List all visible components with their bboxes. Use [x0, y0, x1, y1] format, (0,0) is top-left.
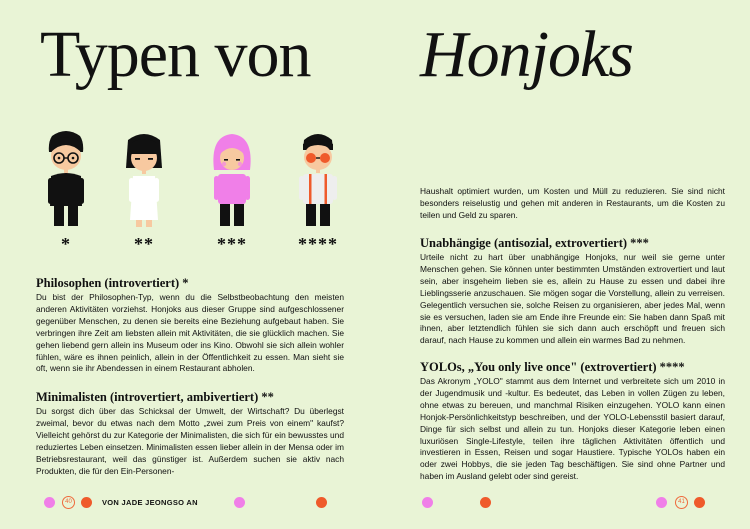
footer-left: [44, 497, 344, 509]
section-unabhaengige: [420, 236, 725, 347]
page-number-left: 40: [62, 496, 75, 509]
orange-dot: [694, 497, 705, 508]
orange-dot: [81, 497, 92, 508]
pink-dot: [656, 497, 667, 508]
orange-dot: [480, 497, 491, 508]
pink-dot: [234, 497, 245, 508]
stars-label: ***: [217, 234, 247, 254]
stars-label: ****: [298, 234, 338, 254]
philosopher-illustration: [38, 130, 94, 230]
section-heading: Unabhängige (antisozial, extrovertiert) ***: [420, 236, 649, 250]
right-page: [375, 0, 750, 529]
figure-row: [38, 130, 338, 255]
pink-dot: [422, 497, 433, 508]
author-credit: VON JADE JEONGSO AN: [102, 498, 198, 507]
section-body: Du bist der Philosophen-Typ, wenn du die Selbstbeobachtung den meisten anderen Aktivitäten vorziehst. Honjoks aus dieser Gruppe sind aufgeschlossener gegenüber Menschen, zu denen sie bereits eine Beziehung aufgebaut haben. Sie verbringen ihre Zeit am liebsten allein mit Aktivitäten, die sie glücklich machen. Sie gehen liebend gern allein ins Museum oder ins Kino. Obwohl sie sich allein wohler fühlen, wäre es ihnen peinlich, allein in der Öffentlichkeit zu essen. Man sieht sie oft, wenn sie ihr Abendessen in einem Restaurant abholen.: [36, 292, 344, 374]
section-continuation: [420, 186, 725, 222]
section-body: Haushalt optimiert wurden, um Kosten und Müll zu reduzieren. Sie sind nicht besonders reiselustig und gehen mit anderen in Restaurants, um die Kosten zu teilen und Geld zu sparen.: [420, 186, 725, 220]
figure-yolo: [290, 130, 346, 255]
minimalist-illustration: [116, 130, 172, 230]
section-yolos: [420, 360, 725, 483]
page-number-right: 41: [675, 496, 688, 509]
section-heading: YOLOs, „You only live once" (extrovertiert) ****: [420, 360, 685, 374]
page-title-left: Typen von: [40, 18, 311, 91]
section-minimalisten: [36, 390, 344, 477]
page-title-right: Honjoks: [420, 18, 633, 91]
stars-label: *: [61, 234, 71, 254]
section-body: Du sorgst dich über das Schicksal der Umwelt, der Wirtschaft? Du überlegst zweimal, bevor du etwas nach dem Motto „zwei zum Preis von einem" kaufst? Vielleicht gehörst du zur Kategorie der Minimalisten, die sich für ein bewusstes und reduziertes Leben einsetzen. Minimalisten essen lieber allein in der Mensa oder im Betriebsrestaurant, weil das günstiger ist. Außerdem suchen sie aktiv nach Produkten, die für den Ein-Personen-: [36, 406, 344, 476]
section-heading: Minimalisten (introvertiert, ambivertiert) **: [36, 390, 274, 404]
independent-illustration: [204, 130, 260, 230]
orange-dot: [316, 497, 327, 508]
footer-right: [420, 497, 710, 509]
section-heading: Philosophen (introvertiert) *: [36, 276, 189, 290]
section-body: Das Akronym „YOLO" stammt aus dem Internet und verbreitete sich um 2010 in der Jugendmusik und -kultur. Es bedeutet, das Leben in vollen Zügen zu leben, ohne etwas zu bereuen, und manchmal Risiken einzugehen. YOLO kann einen Honjok-Persönlichkeitstyp beschreiben, und der YOLO-Lebensstil basiert darauf, Dinge für sich selbst und allein zu tun. Honjoks dieser Kategorie leben einen luxuriösen Single-Lifestyle, teilen ihre täglichen Aktivitäten öffentlich und investieren in Essen, Reisen und sogar Haustiere. Typische YOLOs haben ein oder zwei Hobbys, die sie jeden Tag beschäftigen. Sie sind ohne Partner und haben im Ausland gelebt oder sind gereist.: [420, 376, 725, 482]
figure-philosopher: [38, 130, 94, 255]
pink-dot: [44, 497, 55, 508]
figure-independent: [204, 130, 260, 255]
figure-minimalist: [116, 130, 172, 255]
section-philosophen: [36, 276, 344, 375]
yolo-illustration: [290, 130, 346, 230]
section-body: Urteile nicht zu hart über unabhängige Honjoks, nur weil sie gerne unter Menschen gehen. Sie können unter bestimmten Umständen extrovertiert und laut sein, aber insgeheim lieben sie es, allein zu Hause zu essen und dabei ihre Lieblingsserie anzuschauen. Sie mögen sogar die Vorstellung, allein zu verreisen. Gelegentlich versuchen sie, solche Reisen zu organisieren, aber jedes Mal, wenn sie es versuchen, laden sie am Ende ihre Freunde ein: Sie haben dann Spaß mit ihnen, aber letztendlich fühlen sie sich dann auch erschöpft und freuen sich darauf, nach Hause zu kommen und allein ein warmes Bad zu nehmen.: [420, 252, 725, 346]
stars-label: **: [134, 234, 154, 254]
